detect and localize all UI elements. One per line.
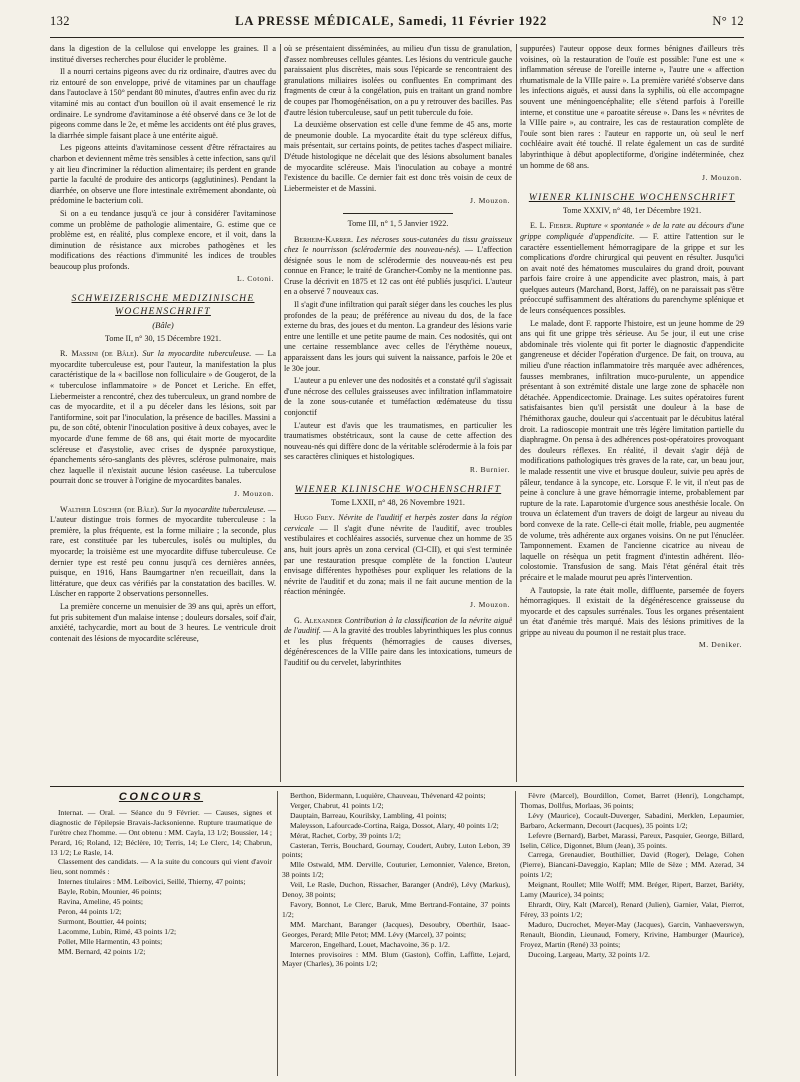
paragraph: où se présentaient disséminées, au milieu d'un tissu de granulation, d'assez nombreuses cellules géantes. Les lésions du ventricule gauche paraissaient plus discrètes, mais sous l'épicarde se rencontraient des granulations miliaires isolées ou confluentes En comprimant des fragments de cœur à la congélation, puis en traitant un grand nombre de coupes par l'homogénéisation, on a pu y retrouver des bacilles. Pas d'autre lésion tuberculeuse, sauf un petit tubercule du foie. (284, 44, 512, 117)
column-2 (284, 44, 512, 782)
column-divider (516, 44, 517, 782)
list-item: Ehrardt, Oiry, Kalt (Marcel), Renard (Julien), Garnier, Valat, Pierrot, Férey, 33 points 1/2; (520, 899, 744, 919)
paragraph: suppurées) l'auteur oppose deux formes bénignes d'ailleurs très voisines, où la restauration de l'ouïe est possible: l'une est une « inflammation séreuse de l'oreille interne », l'autre une « affection rhumatismale de la VIIIe paire ». La première variété s'observe dans les infections aiguës, et aussi dans la syphilis, où elle accompagne souvent une méningoencéphalite; elle s'étend parfois à l'oreille interne, et constitue une « paroatite séreuse ». Dans les « névrites de la VIIIe paire », au contraire, les cas de restauration complète de l'ouïe sont bien rares : l'auteur en rapporte un, où seul le nerf cochléaire avait été touché. Il relate également un cas de surdité labyrinthique à début apoplectiforme, d'origine indéterminée, chez un homme de 68 ans. (520, 44, 744, 170)
list-item: MM. Marchant, Baranger (Jacques), Desoubry, Oberthür, Isaac-Georges, Perard; Mlle Petot; MM. Lévy (Marcel), 37 points; (282, 919, 510, 939)
header-rule (50, 37, 744, 38)
list-item: Maleysson, Lafourcade-Cortina, Raiga, Dossot, Alary, 40 points 1/2; (290, 820, 499, 830)
article-body: — L'auteur distingue trois formes de myocardite tuberculeuse : la première, la plus fréquente, est la forme miliaire ; la seconde, plus rare, est constituée par les tubercules, isolés ou multiples, du myocarde; la troisième est une myocardite diffuse tuberculeuse. Ce dernier type est resté peu connu jusqu'à ces dernières années, puisque, en 1916, Hans Baumgartner n'en recueillait, dans la littérature, que deux cas vérifiés par la constatation des bacilles. W. Lüscher en rapporte 2 observations personnelles. (50, 504, 276, 599)
list-item: Pollet, Mlle Harmentin, 43 points; (58, 936, 163, 946)
article-title: Les nécroses sous-cutanées du tissu graisseux chez le nourrisson (sclérodermie des nouveau-nés). (284, 234, 512, 255)
issue-number: N° 12 (712, 14, 744, 28)
signature: J. Mouzon. (470, 599, 510, 609)
tome-line: Tome LXXII, n° 48, 26 Novembre 1921. (331, 497, 465, 507)
article-author: Berheim-Karrer. (294, 234, 353, 244)
column-divider (277, 791, 278, 1076)
list-item: Maduro, Ducrochet, Meyer-May (Jacques), Garcin, Vanhaeverswyn, Renault, Biondin, Lieunaud, Fomery, Krivine, Hamburger (Maurice), Froyez, Martin (René) 33 points; (520, 919, 744, 949)
list-item: Marceron, Engelhard, Louet, Machavoine, 36 p. 1/2. (290, 939, 450, 949)
signature: R. Burnier. (469, 464, 510, 474)
list-item: Surmont, Bouttier, 44 points; (58, 916, 147, 926)
list-item: Verger, Chabrut, 41 points 1/2; (290, 800, 384, 810)
column-3 (520, 44, 744, 782)
page-header (50, 14, 744, 34)
article-author: Walther Lüscher (de Bâle). (60, 504, 160, 514)
signature: J. Mouzon. (470, 196, 510, 206)
journal-heading: SCHWEIZERISCHE MEDIZINISCHE WOCHENSCHRIFT (71, 293, 255, 318)
article-title: Rupture « spontanée » de la rate au décours d'une grippe compliquée d'appendicite. (520, 221, 744, 241)
article-author: R. Massini (de Bâle). (60, 349, 139, 359)
paragraph: Le malade, dont F. rapporte l'histoire, est un jeune homme de 29 ans qui fit une grippe très sérieuse. Au 5e jour, il eut une crise abdominale très violente qui fit porter le diagnostic d'appendicite gangreneuse et décider l'opération d'urgence. De fait, on trouva, au milieu d'une réaction inflammatoire très marquée avec adhérences, fausses membranes, infiltration muco-purulente, un appendice présentant à son extrémité distale une large zone de sphacèle non détachée. Appendicectomie. Drainage. Les suites opératoires furent satisfaisantes bien qu'il persistât une douleur à la base de l'hémithorax gauche, douleur qui s'accentuait par le décubitus latéral droit. La radioscopie montrait une très légère limitation partielle du diaphragme. On pensa à des adhérences post-opératoires provoquant des douleurs réflexes. En réalité, il devait s'agir déjà de modifications pathologiques très graves de la rate, car, un beau jour, le malade ressentit une vive et brusque douleur, suivie peu après de pâleur, tendance à la syncope, etc. Lorsque F. le vit, il n'eut pas de peine à conclure à une grave hémorragie interne, probablement par rupture de la rate. Laparotomie d'urgence sous anesthésie locale. On trouva un éclatement d'un travers de doigt de largeur au niveau du bord convexe de la rate. Celle-ci était molle, friable, peu augmentée de volume, très adhérente aux organes voisins. On ne put l'énucléer. Tamponnement. Examen de l'ancienne cicatrice au niveau de laquelle on résèqua un petit fragment d'intestin adhérent. Iléo-colostomie. Transfusion de sang. Mais l'état général était très précaire et le malade mourut peu après l'intervention. (520, 318, 744, 582)
list-item: MM. Bernard, 42 points 1/2; (58, 946, 146, 956)
column-divider (515, 791, 516, 1076)
article-author: E. L. Fieber. (530, 221, 574, 231)
article-title: Contribution à la classification de la névrite aiguë de l'auditif. (284, 615, 512, 636)
list-item: Favory, Bonnot, Le Clerc, Baruk, Mme Bertrand-Fontaine, 37 points 1/2; (282, 899, 510, 919)
concours-column-1 (50, 791, 272, 1076)
paragraph: dans la digestion de la cellulose qui enveloppe les graines. Il a institué diverses recherches pour élucider le problème. (50, 44, 276, 64)
article-body: — A la gravité des troubles labyrinthiques les plus connus et les plus fréquents (hémorragies de causes diverses, dégénérescences de la VIIIe paire dans les intoxications, tumeurs de l'auditif ou du cervelet, labyrinthites (284, 626, 512, 667)
signature: L. Cotoni. (236, 274, 274, 284)
paragraph: Les pigeons atteints d'avitaminose cessent d'être réfractaires au charbon et deviennent même très sensibles à cette infection, sans qu'il y ait lieu d'incriminer la réduction alimentaire; ils perdent en grande partie la faculté de produire des anticorps (agglutinines). Pendant la diarrhée, on observe une flore intestinale extrêmement abondante, où prédomine le bacterium coli. (50, 143, 276, 206)
tome-line: Tome XXXIV, n° 48, 1er Décembre 1921. (562, 205, 702, 215)
list-item: Mlle Ostwald, MM. Derville, Couturier, Lemonnier, Valence, Breton, 38 points 1/2; (282, 860, 510, 880)
page-number: 132 (50, 14, 70, 28)
list-item: Ravina, Ameline, 45 points; (58, 897, 143, 907)
article-body: — F. attire l'attention sur le caractère essentiellement hémorragipare de la grippe et sur les complications d'ordre chirurgical qui peuvent en résulter. Jusqu'ici on avait noté des hématomes musculaires du grand droit, pouvant parfois faire croire à une appendicite avec plastron, mais, à part quelques auteurs (Marchand, Borst, Jaffé), on ne paraissait pas s'être préoccupé suffisamment des altérations du parenchyme splénique et de leurs conséquences possibles. (520, 231, 744, 316)
article-body: — Il s'agit d'une névrite de l'auditif, avec troubles vestibulaires et cochléaires associés, survenue chez un homme de 35 ans, huit jours après un zona cervical (CI-CII), et qui s'est terminée par une restauration presque complète de la fonction L'auteur envisage différentes hypothèses pour expliquer les relations de la névrite de l'auditif et du zona; mais il ne fait aucune mention de la réaction méningée. (284, 523, 512, 597)
list-item: Dauptain, Barreau, Kourilsky, Lambling, 41 points; (290, 810, 447, 820)
list-item: Berthon, Bidermann, Luquière, Chauveau, Thévenard 42 points; (290, 791, 486, 800)
list-item: Internes provisoires : MM. Blum (Gaston), Coffin, Laffitte, Lejard, Mayer (Charles), 36 points 1/2; (282, 949, 510, 969)
tome-line: Tome II, n° 30, 15 Décembre 1921. (104, 333, 222, 343)
signature: M. Deniker. (698, 640, 742, 650)
article-author: Hugo Frey. (294, 513, 335, 523)
article-body: — L'affection désignée sous le nom de sclérodermie des nouveau-nés est peu connue en France; le traité de Grancher-Comby ne la mentionne pas. Cruse la décrivit en 1875 et 12 cas ont été publiés jusqu'ici. L'auteur en a observé 7 nouveaux cas. (284, 245, 512, 297)
column-divider (280, 44, 281, 782)
concours-column-3 (520, 791, 744, 1076)
journal-title: LA PRESSE MÉDICALE, Samedi, 11 Février 1922 (235, 14, 548, 28)
list-item: Internes titulaires : MM. Leibovici, Seillé, Thierny, 47 points; (58, 877, 246, 887)
signature: J. Mouzon. (702, 173, 742, 183)
list-item: Peron, 44 points 1/2; (58, 906, 122, 916)
list-item: Mérat, Rachet, Corby, 39 points 1/2; (290, 830, 401, 840)
article-title: Sur la myocardite tuberculeuse. (161, 504, 266, 514)
article-title: Sur la myocardite tuberculeuse. (142, 349, 252, 359)
paragraph: La première concerne un menuisier de 39 ans qui, après un effort, fut pris subitement d'un malaise intense ; douleurs dorsales, soif d'air, anxiété, tachycardie, mort au bout de 3 heures. Le ventricule droit contenait des lésions de myocardite scléreuse, (50, 601, 276, 643)
list-item: Lacomme, Lubin, Rimé, 43 points 1/2; (58, 926, 177, 936)
paragraph: L'auteur a pu enlever une des nodosités et a constaté qu'il s'agissait d'une nécrose des cellules graisseuses avec infiltration inflammatoire de la zone sous-cutanée et tuméfaction œdémateuse du tissu conjonctif (284, 376, 512, 417)
paragraph: L'auteur est d'avis que les traumatismes, en particulier les traumatismes obstétricaux, sont la cause de cette affection des nouveau-nés qui diffère donc de la véritable sclérodermie à la fois par ses caractères cliniques et histologiques. (284, 420, 512, 462)
tome-line: Tome III, n° 1, 5 Janvier 1922. (347, 218, 449, 228)
list-item: Lefevre (Bernard), Barbet, Marassi, Pareux, Pasquier, George, Billard, Iselin, Célice, Digonnet, Blum (Jean), 35 points. (520, 830, 744, 850)
list-item: Carrega, Grenaudier, Bouthillier, David (Roger), Delage, Cohen (Pierre), Biancani-Daveggio, Kaplan; Mlle de Sèze ; MM. Azerad, 34 points 1/2; (520, 850, 744, 880)
list-item: Ducoing, Largeau, Marty, 32 points 1/2. (528, 949, 650, 959)
list-item: Casteran, Terris, Bouchard, Gournay, Coudert, Aubry, Luton Lebon, 39 points; (282, 840, 510, 860)
list-item: Fèvre (Marcel), Bourdillon, Comet, Barret (Henri), Longchampt, Thomas, Dollfus, Morlaas, 36 points; (520, 791, 744, 810)
article-title: Névrite de l'auditif et herpès zoster dans la région cervicale (284, 513, 512, 533)
article-body: — La myocardite tuberculeuse est, pour l'auteur, la manifestation la plus caractéristique de la « bacillose non folliculaire » de Gougerot, de la « tuberculose inflammatoire » de Poncet et Leriche. En effet, Liebermeister a rencontré, chez des tuberculeux, un grand nombre de cas de myocardite, et il a pu déceler dans les lésions, soit par l'antiformine, soit par l'inoculation, la présence de bacilles. Massini a pu, de son côté, obtenir l'inoculation positive à deux cobayes, avec le myocarde d'une femme de 68 ans, qui était morte de myocardite scléreuse et d'asystolie, avec crises de dyspnée paroxystique, épanchements séro-sanglants des plèvres, sclérose pulmonaire, mais chez laquelle il n'existait aucune lésion caséeuse. La tuberculose pourrait donc se trouver à l'origine de myocardites banales. (50, 349, 276, 486)
article-author: G. Alexander (294, 615, 343, 625)
list-item: Lévy (Maurice), Cocault-Duverger, Sabadini, Merklen, Lepaumier, Barbaro, Ackermann, Decourt (Jacques), 35 points 1/2; (520, 810, 744, 830)
paragraph: A l'autopsie, la rate était molle, diffluente, parsemée de foyers hémorragiques. Il existait de la dégénérescence graisseuse du myocarde et des capsules surrénales. Tous les organes présentaient un état d'anémie très marqué. Mais des lésions primitives de la grippe au niveau du poumon il ne restait plus trace. (520, 585, 744, 637)
section-rule (50, 786, 744, 787)
list-item: Internat. — Oral. — Séance du 9 Février. — Causes, signes et diagnostic de l'épilepsie Bravais-Jacksonienne. Rupture traumatique de l'urètre chez l'homme. — Ont obtenu : MM. Cayla, 13 1/2; Boussier, 14 ; Perard, 16; Roland, 12; Béclère, 10; Terris, 14; Le Clerc, 14; Chabrun, 13 1/2; Le Rasle, 14. (50, 807, 272, 857)
journal-heading: WIENER KLINISCHE WOCHENSCHRIFT (528, 191, 736, 203)
journal-city: (Bâle) (152, 320, 174, 331)
paragraph: Il s'agit d'une infiltration qui paraît siéger dans les couches les plus profondes de la peau; de préférence au niveau du dos, de la face externe du bras, des joues et du menton. La grandeur des lésions varie entre une lentille et une petite paume de main. Ces nodosités, qui ont une certaine ressemblance avec celles de l'érythème noueux, apparaissent dans les jours qui suivent la naissance, parfois le 20e et le 30e jour. (284, 300, 512, 373)
concours-heading: CONCOURS (118, 791, 204, 803)
list-item: Meignant, Roullet; Mlle Wolff; MM. Bréger, Ripert, Barzet, Bariéty, Lamy (Maurice), 34 points; (520, 880, 744, 900)
concours-column-2 (282, 791, 510, 1076)
paragraph: Si on a eu tendance jusqu'à ce jour à considérer l'avitaminose comme un problème de pathologie alimentaire, G. estime que ce problème est, en réalité, plus complexe encore, et il voit, dans la diminution de résistance aux microbes pathogènes et les modifications des réactions d'immunité les indices de troubles beaucoup plus profonds. (50, 208, 276, 271)
paragraph: Il a nourri certains pigeons avec du riz ordinaire, d'autres avec du riz entouré de son enveloppe, privé de vitamines par un chauffage dans l'autoclave à 150° pendant 80 minutes, d'autres enfin avec du riz vitaminé mis au contact d'un bouillon où il avait ensemencé le riz ordinaire. Le syndrome d'avitaminose a été observé dans ce 3e lot de pigeons comme dans le 2e, et même les accidents ont été plus graves, la diarrhée simple faisant place à une entérite aiguë. (50, 67, 276, 140)
paragraph: La deuxième observation est celle d'une femme de 45 ans, morte de pneumonie double. La myocardite était du type scléreux diffus, mais présentait, sur certains points, de petites taches d'aspect miliaire. D'étude histologique ne décelait que des lésions absolument banales de myocardite scléreuse. Mais l'inoculation au cobaye a montré l'existence du bacille. Ce dernier fait est donc très voisin de ceux de Liebermeister et de Massini. (284, 120, 512, 193)
list-item: Bayle, Robin, Mounier, 46 points; (58, 887, 162, 897)
journal-heading: WIENER KLINISCHE WOCHENSCHRIFT (294, 483, 502, 495)
section-separator (343, 213, 452, 214)
list-item: Veil, Le Rasle, Duchon, Rissacher, Baranger (André), Lévy (Markus), Denoy, 38 points; (282, 880, 510, 900)
list-item: Classement des candidats. — A la suite du concours qui vient d'avoir lieu, sont nommés : (50, 857, 272, 877)
column-1 (50, 44, 276, 782)
signature: J. Mouzon. (234, 488, 274, 498)
